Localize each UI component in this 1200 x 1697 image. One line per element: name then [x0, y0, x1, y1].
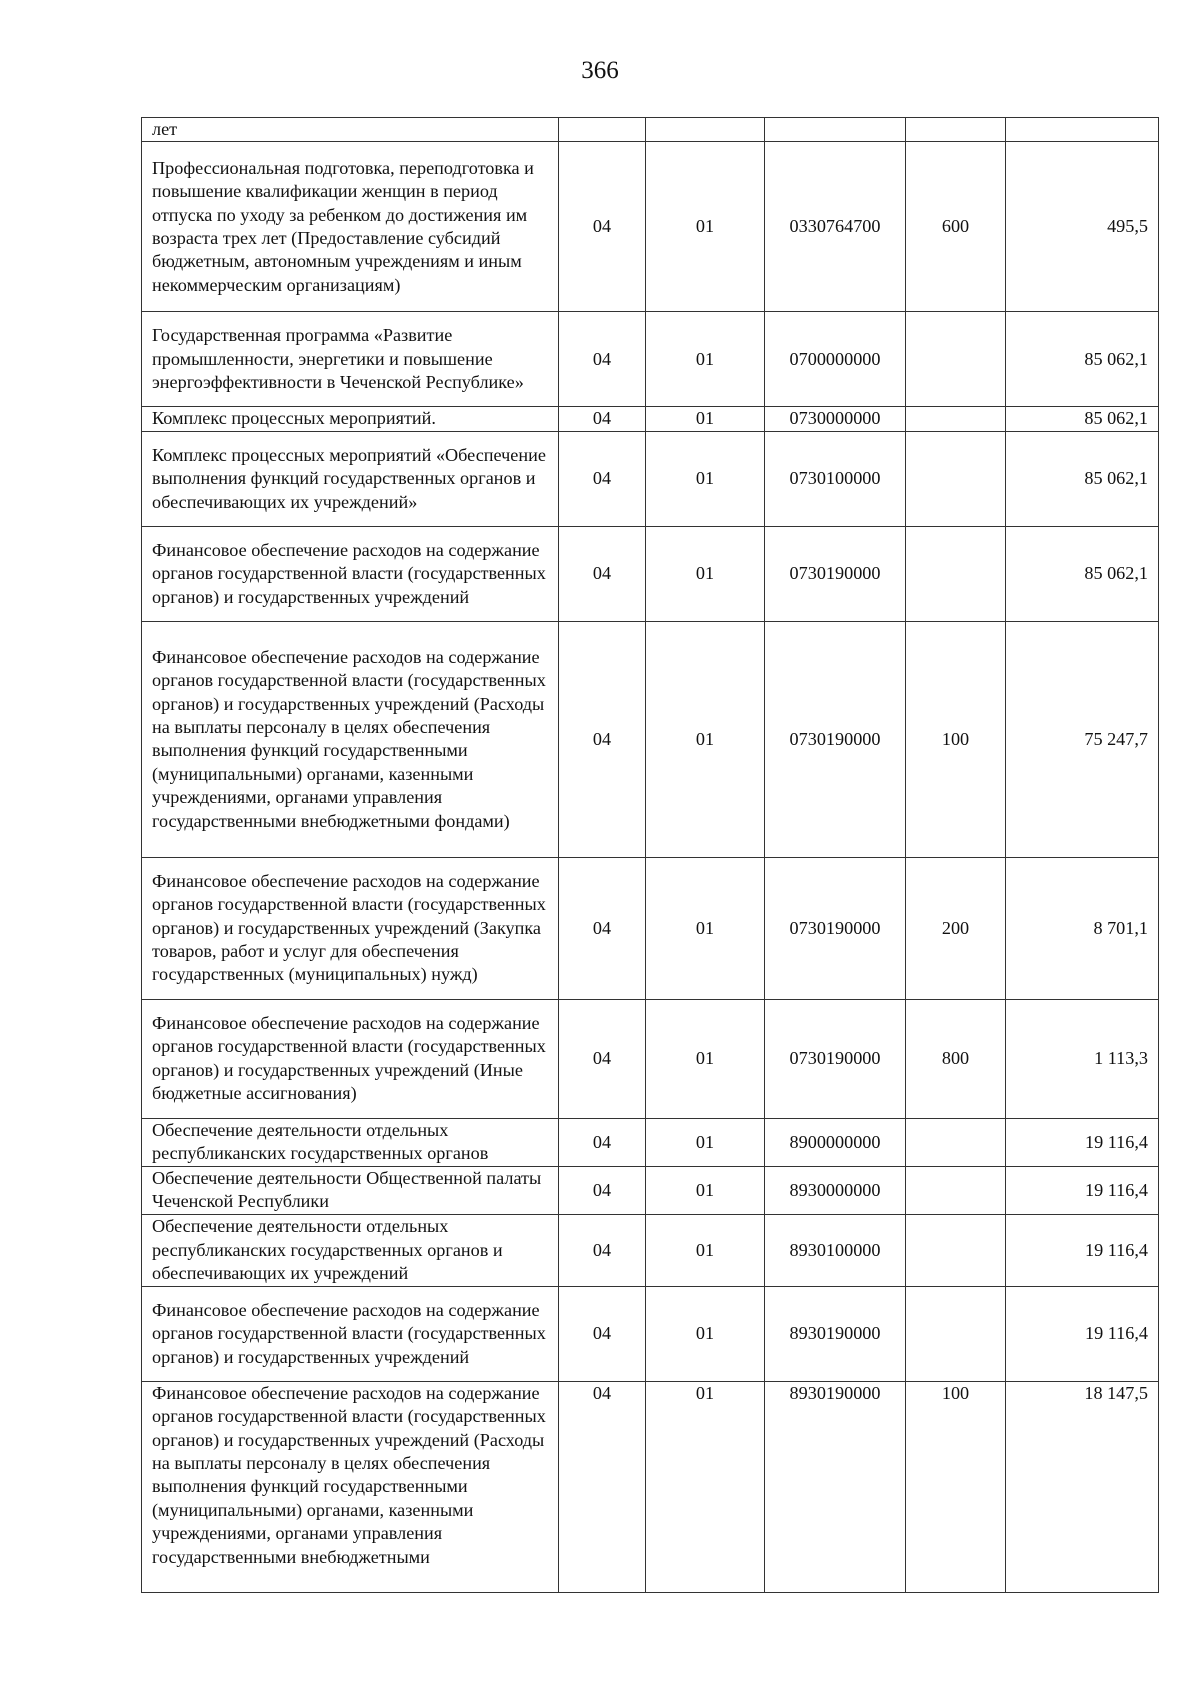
- expense-type-code: [906, 118, 1006, 142]
- page-number: 366: [581, 57, 619, 84]
- table-row: [142, 1166, 1159, 1214]
- expense-type-code: [906, 431, 1006, 526]
- expense-type-code: [906, 1286, 1006, 1381]
- row-description: Обеспечение деятельности Общественной палаты Чеченской Республики: [142, 1166, 559, 1214]
- expense-type-code: 200: [906, 857, 1006, 999]
- section-code: 04: [559, 407, 646, 431]
- amount-value: 85 062,1: [1006, 431, 1159, 526]
- subsection-code: 01: [646, 431, 765, 526]
- table-row: [142, 1118, 1159, 1166]
- expense-type-code: [906, 1118, 1006, 1166]
- row-description: Финансовое обеспечение расходов на содержание органов государственной власти (государственных органов) и государственных учреждений: [142, 526, 559, 621]
- amount-value: 495,5: [1006, 142, 1159, 312]
- expense-type-code: [906, 1166, 1006, 1214]
- section-code: 04: [559, 431, 646, 526]
- expense-type-code: [906, 1214, 1006, 1286]
- amount-value: 75 247,7: [1006, 621, 1159, 857]
- amount-value: 19 116,4: [1006, 1214, 1159, 1286]
- table-row: [142, 999, 1159, 1118]
- row-description: Обеспечение деятельности отдельных республиканских государственных органов: [142, 1118, 559, 1166]
- row-description: Профессиональная подготовка, переподготовка и повышение квалификации женщин в период отпуска по уходу за ребенком до достижения им возраста трех лет (Предоставление субсидий бюджетным, автономным учреждениям и иным некоммерческим организациям): [142, 142, 559, 312]
- expense-type-code: 100: [906, 621, 1006, 857]
- budget-table: [141, 117, 1159, 1593]
- amount-value: 19 116,4: [1006, 1286, 1159, 1381]
- amount-value: 85 062,1: [1006, 526, 1159, 621]
- target-article-code: 8930000000: [765, 1166, 906, 1214]
- row-description: Обеспечение деятельности отдельных республиканских государственных органов и обеспечивающих их учреждений: [142, 1214, 559, 1286]
- section-code: 04: [559, 1381, 646, 1592]
- table-row: [142, 312, 1159, 407]
- expense-type-code: [906, 312, 1006, 407]
- subsection-code: 01: [646, 621, 765, 857]
- expense-type-code: 600: [906, 142, 1006, 312]
- target-article-code: 8930190000: [765, 1286, 906, 1381]
- subsection-code: 01: [646, 407, 765, 431]
- target-article-code: 0730100000: [765, 431, 906, 526]
- target-article-code: 0330764700: [765, 142, 906, 312]
- target-article-code: 0730190000: [765, 621, 906, 857]
- amount-value: 19 116,4: [1006, 1166, 1159, 1214]
- subsection-code: 01: [646, 1118, 765, 1166]
- amount-value: [1006, 118, 1159, 142]
- expense-type-code: 800: [906, 999, 1006, 1118]
- section-code: 04: [559, 1166, 646, 1214]
- target-article-code: 0700000000: [765, 312, 906, 407]
- section-code: 04: [559, 999, 646, 1118]
- amount-value: 18 147,5: [1006, 1381, 1159, 1592]
- row-description: Комплекс процессных мероприятий «Обеспечение выполнения функций государственных органов и обеспечивающих их учреждений»: [142, 431, 559, 526]
- table-body: [142, 118, 1159, 1593]
- target-article-code: 0730190000: [765, 999, 906, 1118]
- row-description: Финансовое обеспечение расходов на содержание органов государственной власти (государственных органов) и государственных учреждений (Расходы на выплаты персоналу в целях обеспечения выполнения функций государственными (муниципальными) органами, казенными учреждениями, органами управления государственными внебюджетными фондами): [142, 621, 559, 857]
- subsection-code: 01: [646, 1381, 765, 1592]
- subsection-code: 01: [646, 857, 765, 999]
- subsection-code: 01: [646, 526, 765, 621]
- table-row: [142, 526, 1159, 621]
- target-article-code: 0730000000: [765, 407, 906, 431]
- row-description: Комплекс процессных мероприятий.: [142, 407, 559, 431]
- section-code: 04: [559, 526, 646, 621]
- target-article-code: 8930100000: [765, 1214, 906, 1286]
- row-description: Финансовое обеспечение расходов на содержание органов государственной власти (государственных органов) и государственных учреждений (Закупка товаров, работ и услуг для обеспечения государственных (муниципальных) нужд): [142, 857, 559, 999]
- subsection-code: 01: [646, 1214, 765, 1286]
- amount-value: 85 062,1: [1006, 312, 1159, 407]
- target-article-code: 0730190000: [765, 526, 906, 621]
- table-row: [142, 407, 1159, 431]
- table-row: [142, 1286, 1159, 1381]
- subsection-code: 01: [646, 312, 765, 407]
- target-article-code: 0730190000: [765, 857, 906, 999]
- section-code: 04: [559, 1286, 646, 1381]
- row-description: Финансовое обеспечение расходов на содержание органов государственной власти (государственных органов) и государственных учреждений: [142, 1286, 559, 1381]
- section-code: [559, 118, 646, 142]
- amount-value: 8 701,1: [1006, 857, 1159, 999]
- table-row: [142, 1381, 1159, 1592]
- row-description: Финансовое обеспечение расходов на содержание органов государственной власти (государственных органов) и государственных учреждений (Иные бюджетные ассигнования): [142, 999, 559, 1118]
- amount-value: 19 116,4: [1006, 1118, 1159, 1166]
- expense-type-code: [906, 526, 1006, 621]
- section-code: 04: [559, 312, 646, 407]
- amount-value: 1 113,3: [1006, 999, 1159, 1118]
- section-code: 04: [559, 857, 646, 999]
- section-code: 04: [559, 1118, 646, 1166]
- subsection-code: 01: [646, 1166, 765, 1214]
- table-row: [142, 118, 1159, 142]
- subsection-code: 01: [646, 999, 765, 1118]
- expense-type-code: 100: [906, 1381, 1006, 1592]
- row-description: лет: [142, 118, 559, 142]
- amount-value: 85 062,1: [1006, 407, 1159, 431]
- subsection-code: [646, 118, 765, 142]
- subsection-code: 01: [646, 142, 765, 312]
- section-code: 04: [559, 1214, 646, 1286]
- subsection-code: 01: [646, 1286, 765, 1381]
- expense-type-code: [906, 407, 1006, 431]
- table-row: [142, 1214, 1159, 1286]
- target-article-code: [765, 118, 906, 142]
- section-code: 04: [559, 142, 646, 312]
- section-code: 04: [559, 621, 646, 857]
- row-description: Государственная программа «Развитие промышленности, энергетики и повышение энергоэффективности в Чеченской Республике»: [142, 312, 559, 407]
- table-row: [142, 142, 1159, 312]
- table-row: [142, 431, 1159, 526]
- target-article-code: 8930190000: [765, 1381, 906, 1592]
- row-description: Финансовое обеспечение расходов на содержание органов государственной власти (государственных органов) и государственных учреждений (Расходы на выплаты персоналу в целях обеспечения выполнения функций государственными (муниципальными) органами, казенными учреждениями, органами управления государственными внебюджетными: [142, 1381, 559, 1592]
- table-row: [142, 857, 1159, 999]
- target-article-code: 8900000000: [765, 1118, 906, 1166]
- table-row: [142, 621, 1159, 857]
